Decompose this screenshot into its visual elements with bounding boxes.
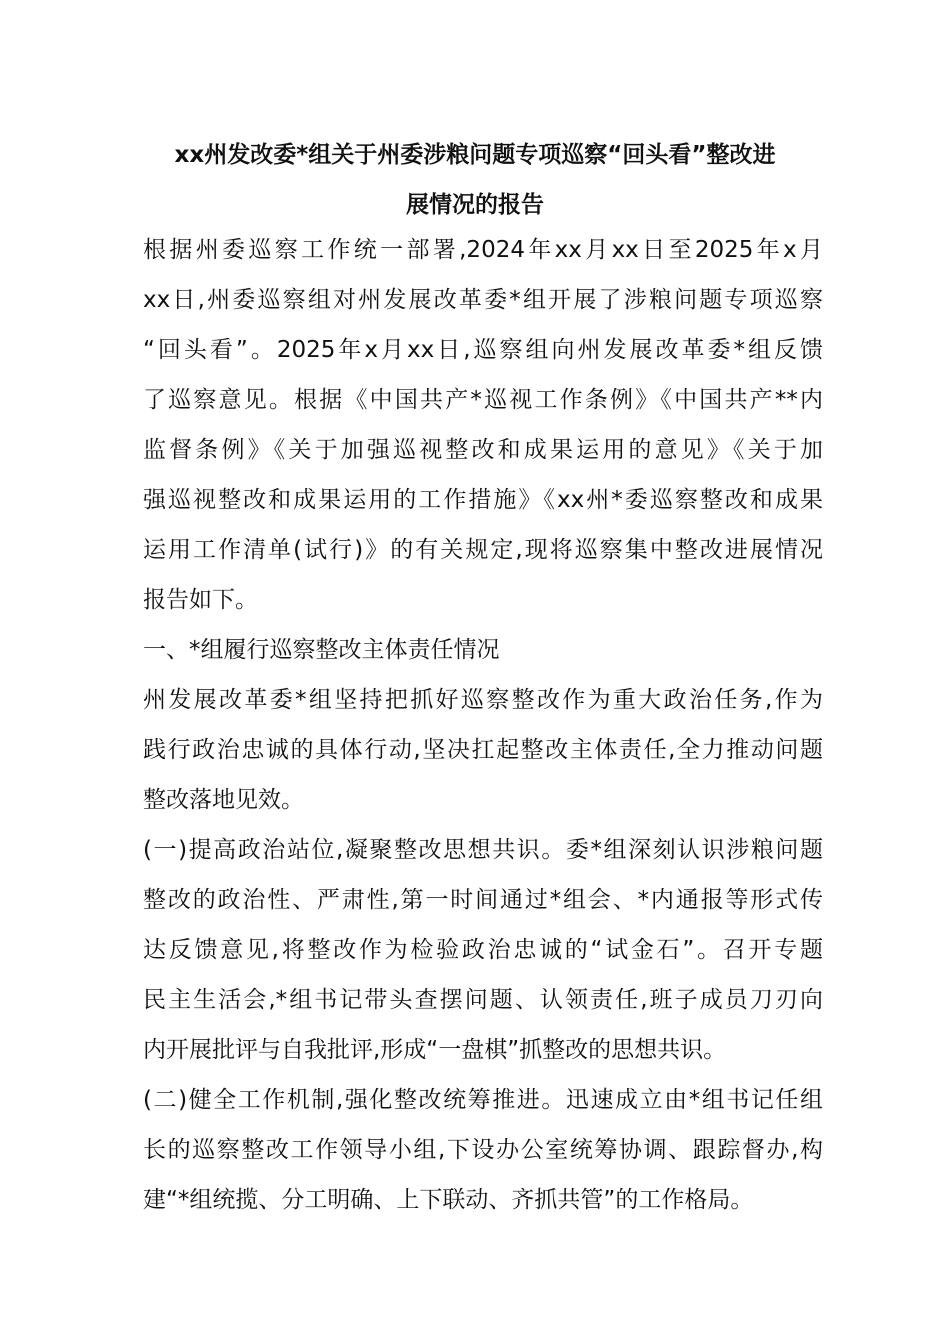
body-line-1: 根据州委巡察工作统一部署,2024年xx月xx日至2025年x月 (143, 237, 823, 263)
body-line-18: (二)健全工作机制,强化整改统筹推进。迅速成立由*组书记任组 (143, 1087, 823, 1113)
body-line-7: 运用工作清单(试行)》的有关规定,现将巡察集中整改进展情况 (143, 537, 823, 563)
body-line-5: 监督条例》《关于加强巡视整改和成果运用的意见》《关于加 (143, 437, 823, 463)
body-line-13: (一)提高政治站位,凝聚整改思想共识。委*组深刻认识涉粮问题 (143, 837, 823, 863)
body-line-20: 建“*组统揽、分工明确、上下联动、齐抓共管”的工作格局。 (143, 1187, 754, 1213)
body-line-12: 整改落地见效。 (143, 787, 304, 813)
report-title (120, 130, 830, 230)
body-line-8: 报告如下。 (143, 587, 258, 613)
body-line-10: 州发展改革委*组坚持把抓好巡察整改作为重大政治任务,作为 (143, 687, 823, 713)
body-line-4: 了巡察意见。根据《中国共产*巡视工作条例》《中国共产**内 (143, 387, 823, 413)
body-line-15: 达反馈意见,将整改作为检验政治忠诚的“试金石”。召开专题 (143, 937, 823, 963)
section-heading-1: 一、*组履行巡察整改主体责任情况 (143, 637, 500, 663)
body-line-2: xx日,州委巡察组对州发展改革委*组开展了涉粮问题专项巡察 (143, 287, 823, 313)
body-line-3: “回头看”。2025年x月xx日,巡察组向州发展改革委*组反馈 (143, 337, 823, 363)
body-line-6: 强巡视整改和成果运用的工作措施》《xx州*委巡察整改和成果 (143, 487, 823, 513)
title-line-2: 展情况的报告 (406, 192, 544, 218)
title-line-1: xx州发改委*组关于州委涉粮问题专项巡察“回头看”整改进 (174, 142, 776, 168)
body-line-19: 长的巡察整改工作领导小组,下设办公室统筹协调、跟踪督办,构 (143, 1137, 823, 1163)
body-line-16: 民主生活会,*组书记带头查摆问题、认领责任,班子成员刀刃向 (143, 987, 823, 1013)
body-line-11: 践行政治忠诚的具体行动,坚决扛起整改主体责任,全力推动问题 (143, 737, 823, 763)
body-line-17: 内开展批评与自我批评,形成“一盘棋”抓整改的思想共识。 (143, 1037, 727, 1063)
body-line-14: 整改的政治性、严肃性,第一时间通过*组会、*内通报等形式传 (143, 887, 823, 913)
